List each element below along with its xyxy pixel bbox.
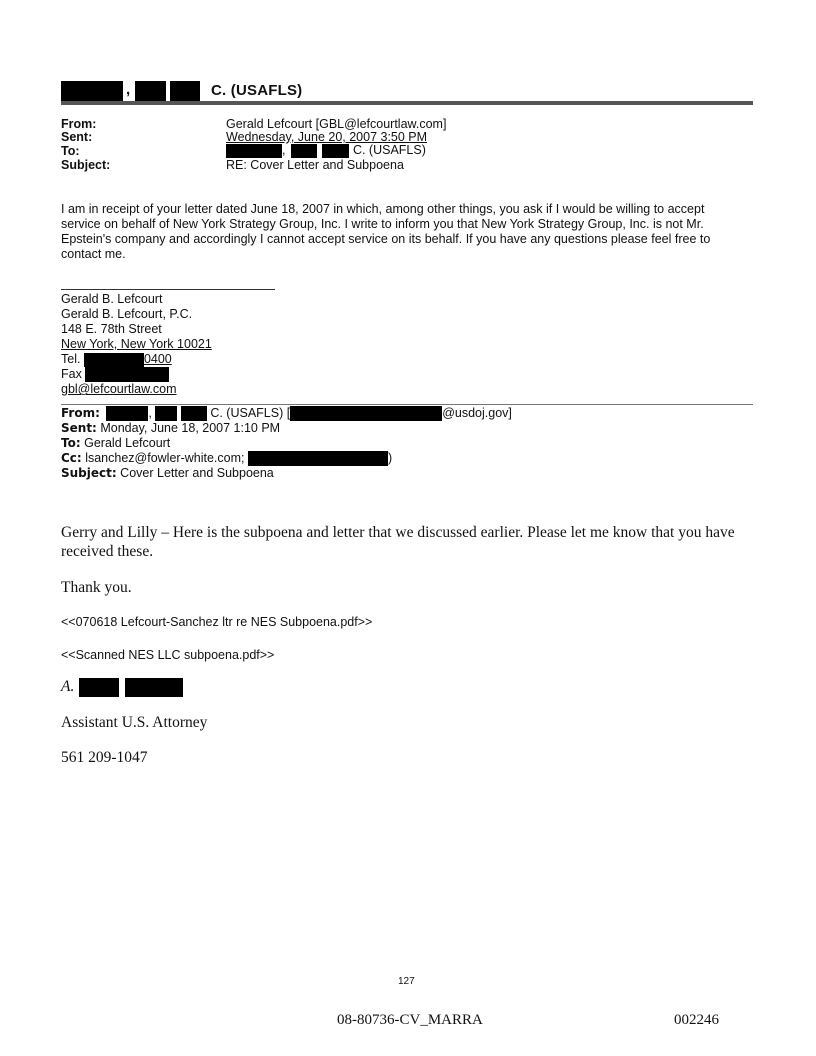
forwarded-sent [61,421,280,436]
redaction-block [170,81,200,102]
signature-email-link[interactable]: gbl@lefcourtlaw.com [61,382,177,397]
to-label: To: [61,144,80,158]
initial-text: A. [61,678,75,695]
forwarded-subject-value: Cover Letter and Subpoena [120,466,274,480]
forwarded-to-value: Gerald Lefcourt [84,436,171,450]
forwarded-sent-label: Sent: [61,421,97,435]
signature-phone: 561 209-1047 [61,749,148,766]
header-rule [61,101,753,105]
signature-city: New York, New York 10021 [61,337,212,351]
redaction-block [291,144,317,158]
tel-label: Tel. [61,352,81,366]
redaction-block [226,144,282,158]
attachment-link-1[interactable]: <<070618 Lefcourt-Sanchez ltr re NES Subpoena.pdf>> [61,615,373,629]
bates-number: 002246 [674,1012,719,1028]
fax-label: Fax [61,367,82,381]
forwarded-cc-label: Cc: [61,451,82,465]
forwarded-from-comma: , [148,406,152,420]
redaction-block [79,678,119,697]
email-header-bar [61,80,753,102]
forward-separator [61,404,753,405]
attachment-link-2[interactable]: <<Scanned NES LLC subpoena.pdf>> [61,648,275,662]
redaction-block [248,451,388,466]
subject-label: Subject: [61,158,111,172]
message-body: I am in receipt of your letter dated June 18, 2007 in which, among other things, you ask if I would be willing to accept service on behalf of New York Strategy Group, Inc. I write to inform you that New York Strategy Group, Inc. is not Mr. Epstein's company and accordingly I cannot accept service on its behalf. If you have any questions please feel free to contact me. [61,202,711,261]
header-name-suffix: C. (USAFLS) [211,82,303,99]
forwarded-from-mid: C. (USAFLS) [ [210,406,291,420]
signature-firm: Gerald B. Lefcourt, P.C. [61,307,193,321]
page-number: 127 [398,976,415,987]
signature-name: Gerald B. Lefcourt [61,292,163,306]
forwarded-from-label: From: [61,406,100,420]
signature-fax [61,367,212,382]
sent-label: Sent: [61,130,93,144]
forwarded-cc-end: ) [387,451,393,465]
signature-rule [61,289,275,290]
forwarded-subject-label: Subject: [61,466,117,480]
to-comma: , [282,143,286,157]
subject-value: RE: Cover Letter and Subpoena [226,158,404,172]
forwarded-cc [61,451,392,466]
forwarded-greeting: Gerry and Lilly – Here is the subpoena and letter that we discussed earlier. Please let me know that you have received these. [61,524,735,560]
redaction-block [135,81,166,102]
to-value-suffix: C. (USAFLS) [352,143,426,157]
to-value [226,143,426,158]
signature-tel [61,352,212,367]
redaction-block [61,81,123,102]
forwarded-cc-value: lsanchez@fowler-white.com; [85,451,245,465]
from-value: Gerald Lefcourt [GBL@lefcourtlaw.com] [226,117,447,131]
redaction-block [106,406,148,421]
signature-block [61,292,212,397]
from-label: From: [61,117,97,131]
forwarded-from-domain: @usdoj.gov] [442,406,512,420]
signature-title: Assistant U.S. Attorney [61,714,208,731]
signature-street: 148 E. 78th Street [61,322,162,336]
redaction-block [181,406,207,421]
signature-initial [61,677,183,697]
forwarded-to [61,436,170,451]
case-number: 08-80736-CV_MARRA [337,1012,483,1028]
sent-value: Wednesday, June 20, 2007 3:50 PM [226,130,428,144]
header-separator: , [126,81,131,98]
forwarded-sent-value: Monday, June 18, 2007 1:10 PM [100,421,281,435]
tel-suffix: 0400 [143,352,172,366]
redaction-block [125,678,183,697]
forwarded-subject [61,466,274,481]
redaction-block [155,406,177,421]
redaction-block [322,144,349,158]
forwarded-to-label: To: [61,436,81,450]
forwarded-from [61,406,512,421]
redaction-block [85,367,169,382]
forwarded-thanks: Thank you. [61,579,132,596]
redaction-block [290,406,442,421]
redaction-block [84,353,144,367]
